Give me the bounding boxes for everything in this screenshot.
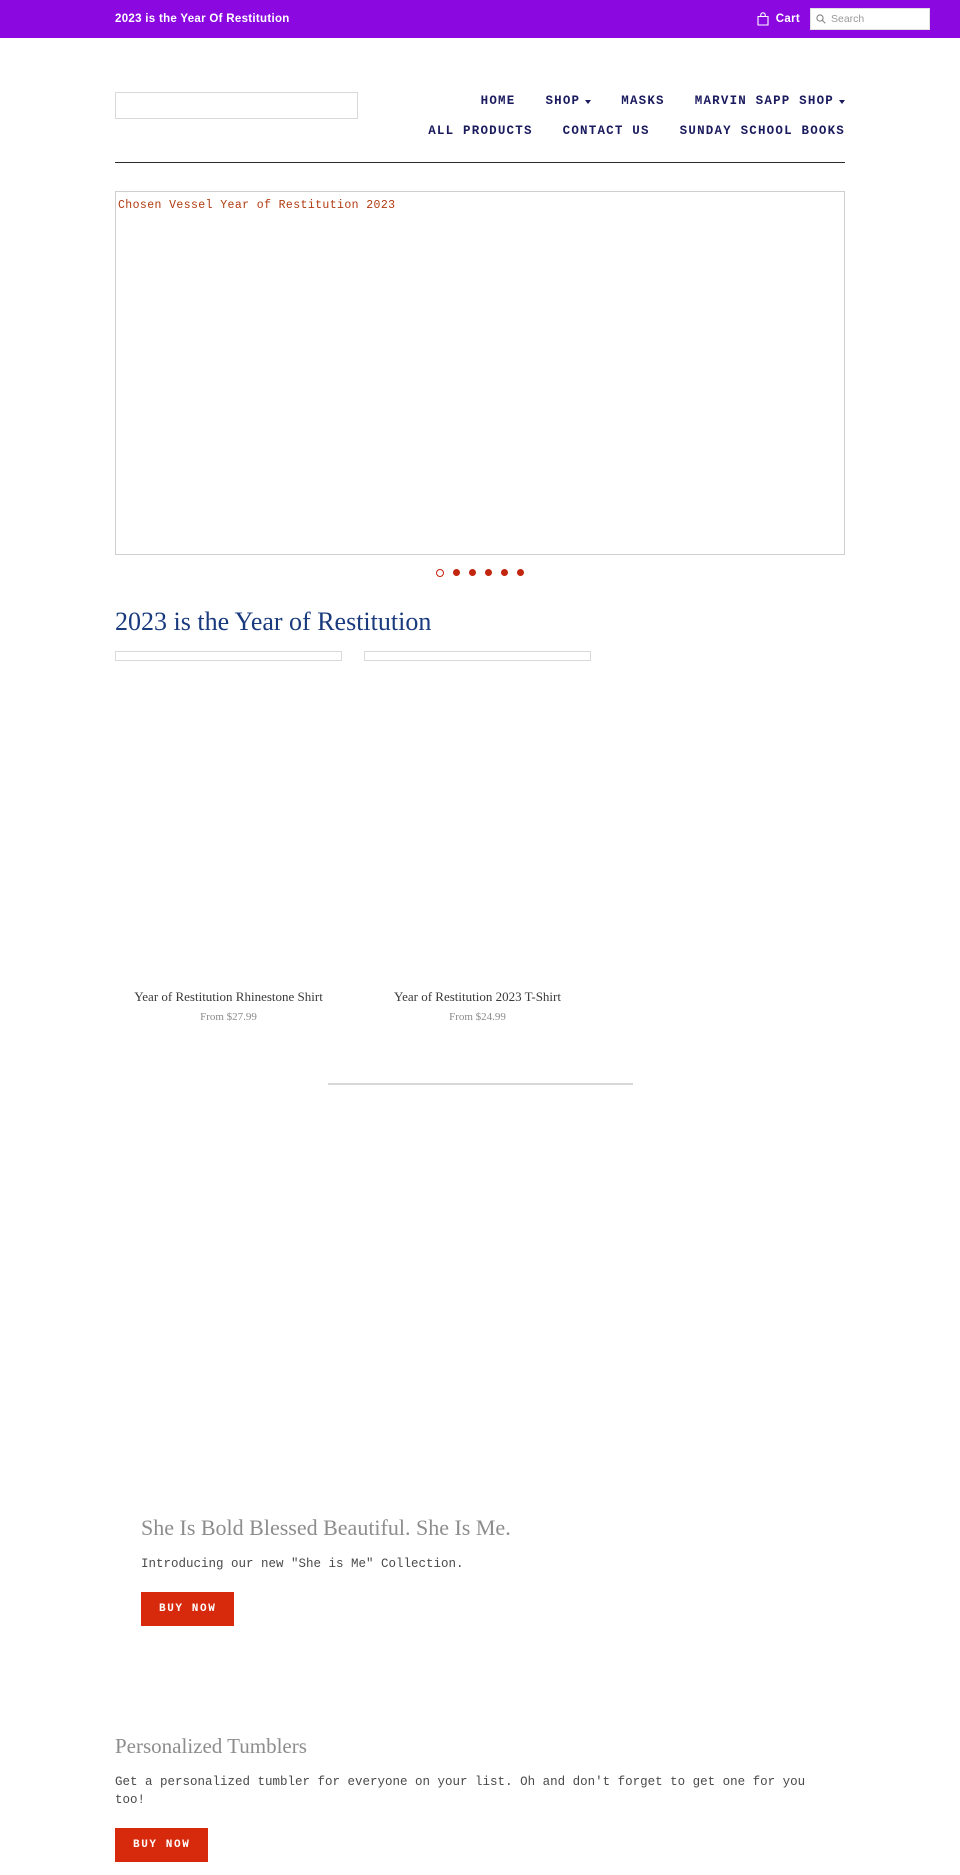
nav-item-marvin-sapp-shop[interactable] <box>695 94 845 108</box>
product-image[interactable] <box>364 651 591 661</box>
hero-dot-4[interactable] <box>485 569 492 576</box>
hero-dot-3[interactable] <box>469 569 476 576</box>
promo-subtitle: Get a personalized tumbler for everyone on your list. Oh and don't forget to get one for you too! <box>115 1774 806 1808</box>
nav-label: HOME <box>480 94 516 108</box>
section-divider <box>328 1083 633 1085</box>
product-info <box>364 989 591 1023</box>
promo-block-she-is-me <box>115 1515 845 1626</box>
main-navigation <box>428 56 845 138</box>
header-divider <box>115 162 845 163</box>
product-price: From $27.99 <box>200 1010 257 1023</box>
promo-subtitle: Introducing our new "She is Me" Collection. <box>141 1556 464 1571</box>
product-card[interactable] <box>364 651 591 1023</box>
nav-item-shop[interactable] <box>545 94 591 108</box>
nav-row-secondary <box>428 124 845 138</box>
announcement-bar <box>0 0 960 38</box>
promo-title: Personalized Tumblers <box>115 1733 307 1758</box>
nav-row-primary <box>428 94 845 108</box>
product-image[interactable] <box>115 651 342 661</box>
product-info <box>115 989 342 1023</box>
cart-label: Cart <box>775 13 800 25</box>
search-input[interactable] <box>829 12 929 26</box>
nav-label: ALL PRODUCTS <box>428 124 533 138</box>
product-title: Year of Restitution 2023 T-Shirt <box>394 989 561 1004</box>
nav-label: MARVIN SAPP SHOP <box>694 94 834 108</box>
promo-title: She Is Bold Blessed Beautiful. She Is Me. <box>141 1514 511 1540</box>
nav-label: MASKS <box>621 94 665 108</box>
buy-now-button[interactable]: BUY NOW <box>141 1592 234 1626</box>
announcement-text: 2023 is the Year Of Restitution <box>115 13 290 25</box>
hero-slider-dots <box>0 569 960 577</box>
buy-now-button[interactable]: BUY NOW <box>115 1828 208 1862</box>
chevron-down-icon <box>585 100 591 104</box>
promo-block-tumblers <box>115 1734 845 1863</box>
product-price: From $24.99 <box>449 1010 506 1023</box>
hero-dot-2[interactable] <box>453 569 460 576</box>
hero-dot-5[interactable] <box>501 569 508 576</box>
chevron-down-icon <box>839 100 845 104</box>
hero-caption: Chosen Vessel Year of Restitution 2023 <box>118 199 396 212</box>
site-header <box>0 38 960 138</box>
nav-item-masks[interactable] <box>621 94 665 108</box>
product-grid <box>115 651 845 1023</box>
cart-icon <box>757 12 769 26</box>
nav-label: SUNDAY SCHOOL BOOKS <box>679 124 845 138</box>
nav-item-contact-us[interactable] <box>563 124 650 138</box>
nav-item-sunday-school-books[interactable] <box>680 124 845 138</box>
hero-dot-6[interactable] <box>517 569 524 576</box>
nav-label: SHOP <box>545 94 581 108</box>
nav-label: CONTACT US <box>562 124 650 138</box>
hero-dot-1[interactable] <box>436 569 444 577</box>
page-title: 2023 is the Year of Restitution <box>115 607 432 636</box>
search-box[interactable] <box>810 8 930 30</box>
site-logo[interactable] <box>115 92 358 119</box>
search-icon <box>816 14 826 24</box>
hero-slider[interactable] <box>115 191 845 555</box>
nav-item-all-products[interactable] <box>428 124 532 138</box>
cart-link[interactable] <box>757 12 800 26</box>
product-title: Year of Restitution Rhinestone Shirt <box>134 989 323 1004</box>
product-card[interactable] <box>115 651 342 1023</box>
announcement-bar-actions <box>757 8 930 30</box>
nav-item-home[interactable] <box>481 94 516 108</box>
